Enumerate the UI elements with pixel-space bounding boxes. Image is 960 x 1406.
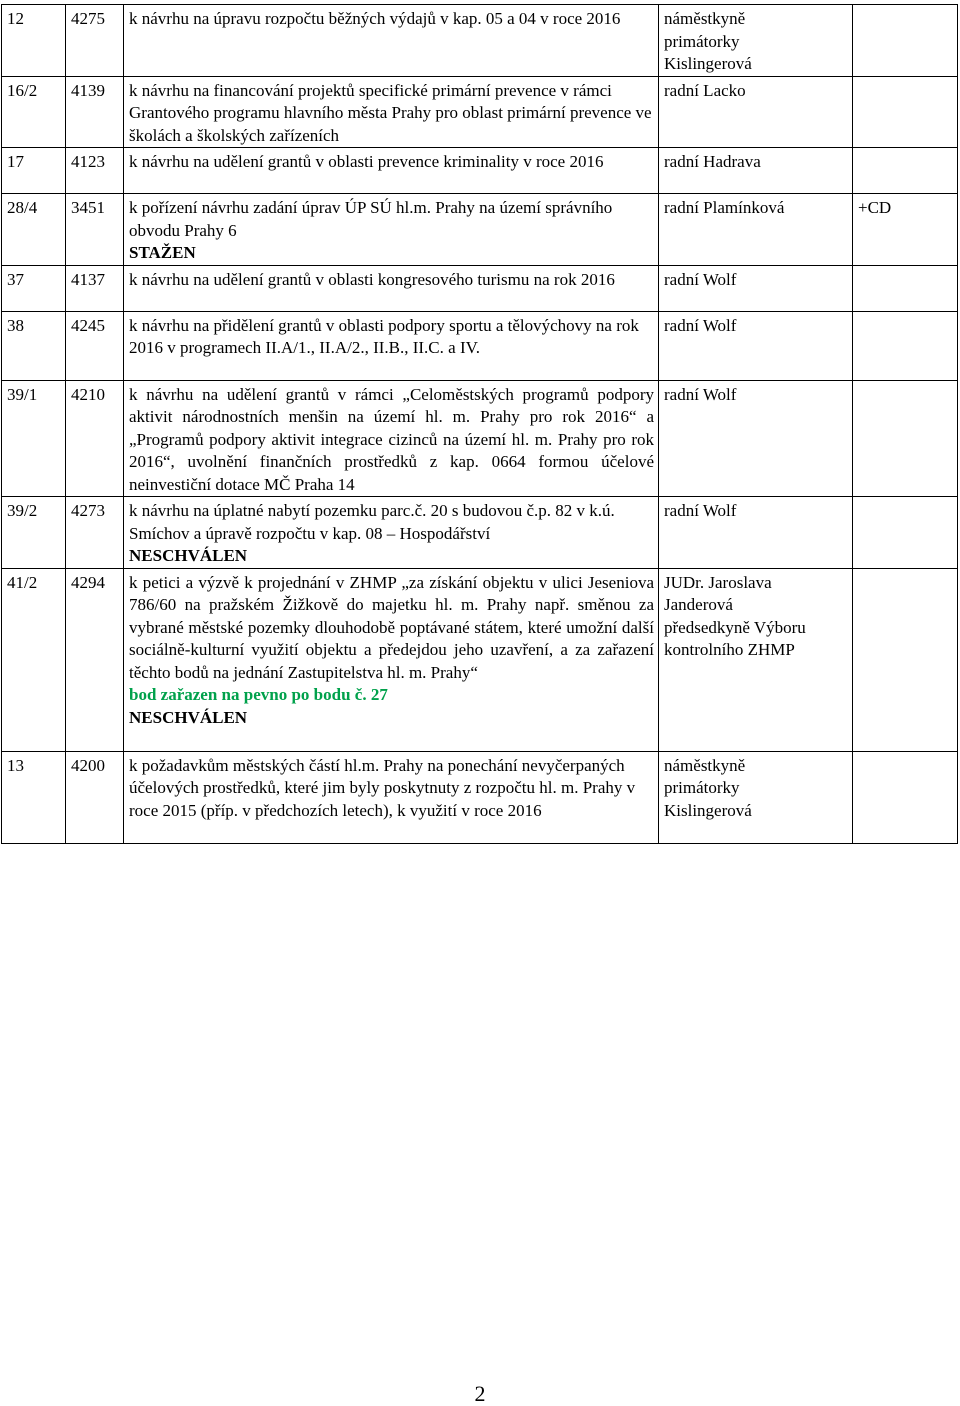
responsible-line: radní Plamínková xyxy=(664,198,785,217)
item-description xyxy=(124,751,659,843)
table-row xyxy=(2,497,958,569)
print-id: 4245 xyxy=(66,311,124,380)
responsible-person xyxy=(659,380,853,497)
description-text: k požadavkům městských částí hl.m. Prahy na ponechání nevyčerpaných účelových prostředků, které jim byly poskytnuty z rozpočtu hl. m. Prahy v roce 2015 (příp. v předchozích letech), k využití v roce 2016 xyxy=(129,755,636,820)
table-row xyxy=(2,751,958,843)
item-number: 17 xyxy=(2,148,66,194)
responsible-line: primátorky xyxy=(664,31,740,51)
responsible-line: Kislingerová xyxy=(664,54,752,73)
print-id: 4210 xyxy=(66,380,124,497)
responsible-line: radní Wolf xyxy=(664,384,737,404)
extra-note xyxy=(853,265,958,311)
table-row xyxy=(2,380,958,497)
extra-note xyxy=(853,76,958,148)
agenda-table-body xyxy=(2,5,958,844)
description-text: k návrhu na udělení grantů v oblasti prevence kriminality v roce 2016 xyxy=(129,152,604,171)
agenda-table xyxy=(1,4,958,844)
responsible-line: Kislingerová xyxy=(664,800,752,820)
responsible-person xyxy=(659,751,853,843)
responsible-line: radní Lacko xyxy=(664,80,746,100)
responsible-person xyxy=(659,568,853,751)
print-id: 3451 xyxy=(66,194,124,266)
status-badge: NESCHVÁLEN xyxy=(129,707,248,727)
description-text: k návrhu na přidělení grantů v oblasti podpory sportu a tělovýchovy na rok 2016 v programech II.A/1., II.A/2., II.B., II.C. a IV. xyxy=(129,315,639,357)
table-row xyxy=(2,568,958,751)
item-description xyxy=(124,76,659,148)
responsible-line: JUDr. Jaroslava xyxy=(664,572,772,592)
item-number: 39/2 xyxy=(2,497,66,569)
table-row xyxy=(2,311,958,380)
responsible-person xyxy=(659,5,853,77)
responsible-person xyxy=(659,497,853,569)
description-text: k návrhu na udělení grantů v oblasti kongresového turismu na rok 2016 xyxy=(129,269,615,289)
table-row xyxy=(2,76,958,148)
table-row xyxy=(2,148,958,194)
table-row xyxy=(2,265,958,311)
item-number: 41/2 xyxy=(2,568,66,751)
responsible-line: náměstkyně xyxy=(664,9,746,28)
table-row xyxy=(2,5,958,77)
item-number: 28/4 xyxy=(2,194,66,266)
responsible-line: předsedkyně Výboru xyxy=(664,617,806,637)
extra-note xyxy=(853,751,958,843)
extra-note xyxy=(853,380,958,497)
description-text: k návrhu na úpravu rozpočtu běžných výdajů v kap. 05 a 04 v roce 2016 xyxy=(129,9,621,28)
item-number: 38 xyxy=(2,311,66,380)
description-text: k návrhu na úplatné nabytí pozemku parc.č. 20 s budovou č.p. 82 v k.ú. Smíchov a úpravě rozpočtu v kap. 08 – Hospodářství xyxy=(129,501,615,543)
status-badge: STAŽEN xyxy=(129,243,196,262)
responsible-person xyxy=(659,76,853,148)
extra-note xyxy=(853,311,958,380)
item-description xyxy=(124,148,659,194)
status-badge: NESCHVÁLEN xyxy=(129,546,248,565)
item-description xyxy=(124,265,659,311)
responsible-line: náměstkyně xyxy=(664,755,746,775)
responsible-person xyxy=(659,311,853,380)
extra-note xyxy=(853,148,958,194)
responsible-line: kontrolního ZHMP xyxy=(664,640,795,659)
green-note: bod zařazen na pevno po bodu č. 27 xyxy=(129,685,388,704)
item-number: 37 xyxy=(2,265,66,311)
item-number: 39/1 xyxy=(2,380,66,497)
print-id: 4294 xyxy=(66,568,124,751)
item-description xyxy=(124,380,659,497)
print-id: 4275 xyxy=(66,5,124,77)
responsible-person xyxy=(659,148,853,194)
responsible-line: radní Wolf xyxy=(664,269,737,289)
responsible-line: primátorky xyxy=(664,778,740,797)
extra-note: +CD xyxy=(853,194,958,266)
item-number: 12 xyxy=(2,5,66,77)
extra-note xyxy=(853,497,958,569)
page-number: 2 xyxy=(474,1381,486,1406)
responsible-person xyxy=(659,265,853,311)
print-id: 4137 xyxy=(66,265,124,311)
print-id: 4200 xyxy=(66,751,124,843)
responsible-line: radní Hadrava xyxy=(664,152,761,171)
item-description xyxy=(124,311,659,380)
extra-note xyxy=(853,568,958,751)
item-description xyxy=(124,568,659,751)
item-description xyxy=(124,194,659,266)
item-number: 13 xyxy=(2,751,66,843)
description-text: k pořízení návrhu zadání úprav ÚP SÚ hl.m. Prahy na území správního obvodu Prahy 6 xyxy=(129,198,613,240)
print-id: 4123 xyxy=(66,148,124,194)
item-description xyxy=(124,497,659,569)
item-number: 16/2 xyxy=(2,76,66,148)
table-row xyxy=(2,194,958,266)
print-id: 4139 xyxy=(66,76,124,148)
responsible-line: radní Wolf xyxy=(664,501,737,520)
responsible-person xyxy=(659,194,853,266)
responsible-line: Janderová xyxy=(664,595,733,614)
responsible-line: radní Wolf xyxy=(664,315,737,335)
description-text: k návrhu na financování projektů specifické primární prevence v rámci Grantového programu hlavního města Prahy pro oblast primární prevence ve školách a školských zařízeních xyxy=(129,80,652,145)
item-description xyxy=(124,5,659,77)
print-id: 4273 xyxy=(66,497,124,569)
extra-note xyxy=(853,5,958,77)
description-text: k petici a výzvě k projednání v ZHMP „za získání objektu v ulici Jeseniova 786/60 na pražském Žižkově do majetku hl. m. Prahy např. směnou za vybrané městské pozemky dlouhodobě poptávané státem, které umožní další sociálně-kulturní využití objektu a předejdou jeho uzavření, a za zařazení těchto bodů na jednání Zastupitelstva hl. m. Prahy“ xyxy=(129,572,654,682)
description-text: k návrhu na udělení grantů v rámci „Celoměstských programů podpory aktivit národnostních menšin na území hl. m. Prahy pro rok 2016“ a „Programů podpory aktivit integrace cizinců na území hl. m. Prahy pro rok 2016“, uvolnění finančních prostředků z kap. 0664 formou účelové neinvestiční dotace MČ Praha 14 xyxy=(129,384,654,494)
